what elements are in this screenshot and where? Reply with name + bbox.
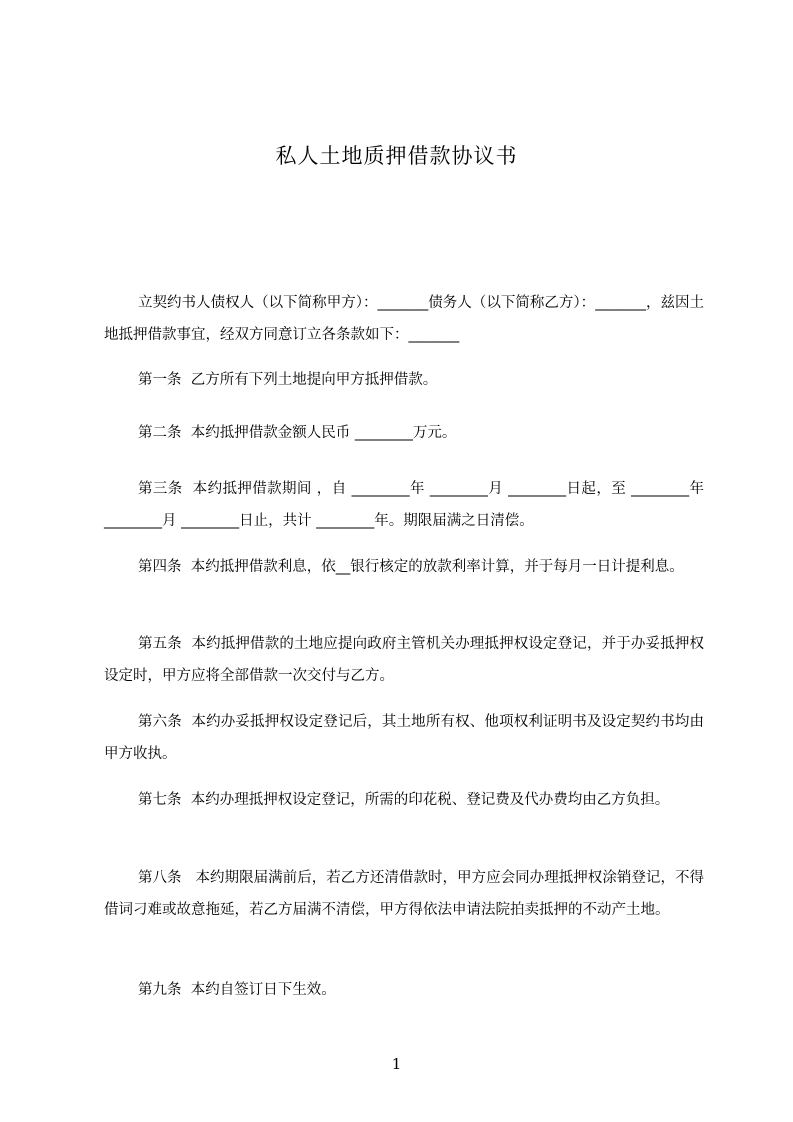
article-8-paragraph: 第八条 本约期限届满前后，若乙方还清借款时，甲方应会同办理抵押权涂销登记，不得借词刁难或故意拖延，若乙方届满不清偿，甲方得依法申请法院拍卖抵押的不动产土地。 [104,870,704,918]
preamble-paragraph: 立契约书人债权人（以下简称甲方）：_______债务人（以下简称乙方）：_______，兹因土地抵押借款事宜，经双方同意订立各条款如下：_______ [104,295,704,343]
article-4-paragraph: 第四条 本约抵押借款利息，依__银行核定的放款利率计算，并于每月一日计提利息。 [138,559,684,575]
article-1-paragraph: 第一条 乙方所有下列土地提向甲方抵押借款。 [138,372,438,388]
article-3-paragraph: 第三条 本约抵押借款期间 ，自 ________年 ________月 ________日起，至 ________年 ________月 ________日止，共计 ________年。期限届满之日清偿。 [104,481,709,529]
article-9-paragraph: 第九条 本约自签订日下生效。 [138,982,336,998]
article-5-paragraph: 第五条 本约抵押借款的土地应提向政府主管机关办理抵押权设定登记，并于办妥抵押权设定时，甲方应将全部借款一次交付与乙方。 [104,636,704,684]
article-6-paragraph: 第六条 本约办妥抵押权设定登记后，其土地所有权、他项权利证明书及设定契约书均由甲方收执。 [104,714,704,762]
document-title: 私人土地质押借款协议书 [275,144,518,168]
article-7-paragraph: 第七条 本约办理抵押权设定登记，所需的印花税、登记费及代办费均由乙方负担。 [138,792,670,808]
article-2-paragraph: 第二条 本约抵押借款金额人民币 ________万元。 [138,425,457,441]
page-number: 1 [391,1055,402,1073]
